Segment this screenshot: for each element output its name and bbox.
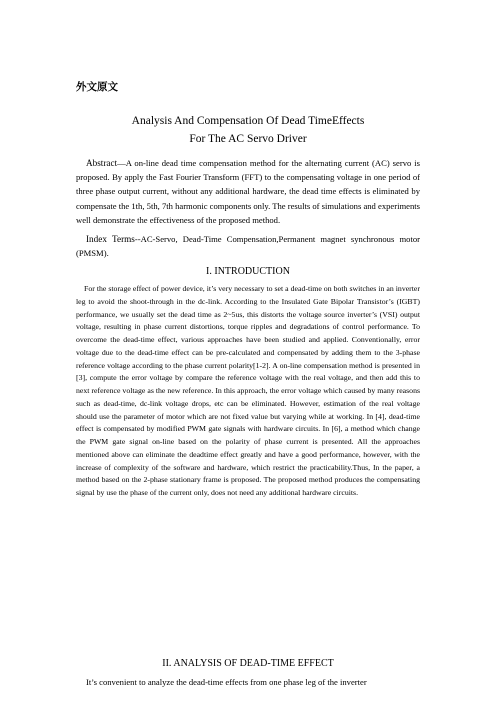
- section-2-body: [76, 677, 420, 687]
- keywords-paragraph: [76, 232, 420, 260]
- abstract-lead: Abstract: [86, 158, 118, 168]
- keywords-text: --AC-Servo, Dead-Time Compensation,Permanent magnet synchronous motor (PMSM).: [76, 234, 420, 259]
- section-2-text: It’s convenient to analyze the dead-time effects from one phase leg of the inverter: [86, 677, 367, 687]
- abstract-text: —A on-line dead time compensation method for the alternating current (AC) servo is proposed. By apply the Fast Fourier Transform (FFT) to the compensating voltage in one period of three phase output current, without any additional hardware, the dead time effects is eliminated by compensate the 1th, 5th, 7th harmonic components only. The results of simulations and experiments well demonstrate the effectiveness of the proposed method.: [76, 158, 420, 225]
- keywords-lead: Index Terms: [86, 234, 135, 244]
- paper-title-line-2: For The AC Servo Driver: [189, 133, 307, 145]
- section-1-text: For the storage effect of power device, it’s very necessary to set a dead-time on both switches in an inverter leg to avoid the shoot-through in the dc-link. According to the Insulated Gate Bipolar Transistor’s (IGBT) performance, we usually set the dead time as 2~5us, this distorts the voltage source inverter’s (VSI) output voltage, resulting in phase current distortions, torque ripples and degradations of control performance. To overcome the dead-time effect, various approaches have been studied and applied. Conventionally, error voltage due to the dead-time effect can be pre-calculated and compensated by adding them to the 3-phase reference voltage according to the phase current polarity[1-2]. A on-line compensation method is presented in [3], compute the error voltage by compare the reference voltage with the real voltage, and then add this to next reference voltage as the new reference. In this approach, the error voltage which caused by many reasons such as dead-time, dc-link voltage drops, etc can be eliminated. However, estimation of the real voltage should use the parameter of motor which are not fixed value but varying while at working. In [4], dead-time effect is compensated by modified PWM gate signals with hardware circuits. In [6], a method which change the PWM gate signal on-line based on the polarity of phase current is presented. All the approaches mentioned above can eliminate the deadtime effect greatly and have a good performance, however, with the increase of complexity of the software and hardware, which restrict the practicability.Thus, In the paper, a method based on the 2-phase stationary frame is proposed. The proposed method produces the compensating signal by use the phase of the current only, does not need any additional hardware circuits.: [76, 284, 420, 497]
- section-1-heading: I. INTRODUCTION: [206, 266, 290, 277]
- section-1-body: [76, 283, 420, 500]
- chinese-header: 外文原文: [76, 81, 118, 93]
- paper-title: [76, 112, 420, 148]
- section-2-heading: II. ANALYSIS OF DEAD-TIME EFFECT: [162, 658, 334, 669]
- paper-title-line-1: Analysis And Compensation Of Dead TimeEffects: [131, 115, 365, 127]
- abstract-paragraph: [76, 156, 420, 227]
